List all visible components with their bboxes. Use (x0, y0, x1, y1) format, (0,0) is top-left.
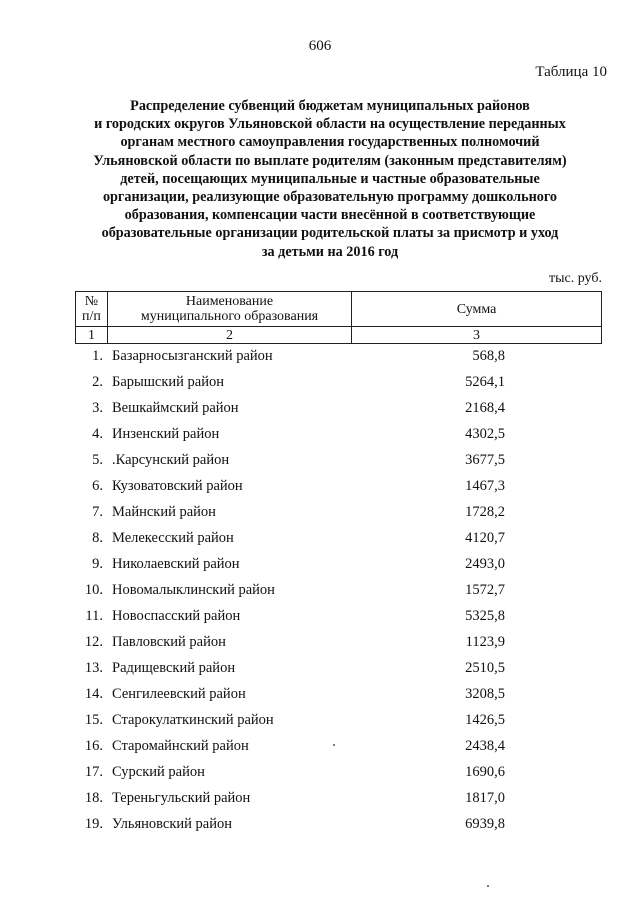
title-line: органам местного самоуправления государственных полномочий (120, 134, 540, 151)
table-row (75, 813, 602, 839)
row-number: 18. (84, 790, 103, 806)
title-line: детей, посещающих муниципальные и частные образовательные (120, 170, 540, 187)
document-title (60, 97, 600, 261)
row-number: 1. (92, 348, 103, 364)
column-index: 1 (76, 327, 108, 344)
table-row (75, 527, 602, 553)
table-row (75, 475, 602, 501)
table-row (75, 501, 602, 527)
row-sum: 1123,9 (465, 634, 505, 650)
unit-label: тыс. руб. (549, 271, 602, 286)
table-row (75, 371, 602, 397)
header-number-cell (76, 292, 108, 327)
header-number-label: п/п (82, 309, 101, 324)
row-name: Старокулаткинский район (112, 712, 274, 728)
row-number: 5. (92, 452, 103, 468)
table-row (75, 397, 602, 423)
row-name: Ульяновский район (112, 816, 233, 832)
table-row (75, 761, 602, 787)
table-row (75, 449, 602, 475)
row-name: Барышский район (112, 374, 224, 390)
title-line: за детьми на 2016 год (261, 243, 399, 260)
row-number: 2. (92, 374, 103, 390)
row-name: Радищевский район (112, 660, 236, 676)
title-line: образовательные организации родительской платы за присмотр и уход (101, 225, 559, 242)
table-row (75, 657, 602, 683)
row-sum: 5264,1 (465, 374, 505, 390)
scan-speck (487, 885, 489, 887)
table-row (75, 735, 602, 761)
row-name: Вешкаймский район (112, 400, 239, 416)
table-header (75, 291, 602, 344)
row-sum: 1690,6 (465, 764, 505, 780)
table-body (75, 345, 602, 839)
row-number: 11. (85, 608, 103, 624)
row-name: Тереньгульский район (112, 790, 251, 806)
page-number: 606 (308, 38, 332, 54)
row-number: 16. (84, 738, 103, 754)
row-sum: 2168,4 (465, 400, 505, 416)
header-row (76, 292, 602, 327)
row-sum: 2493,0 (465, 556, 505, 572)
row-sum: 2510,5 (465, 660, 505, 676)
row-sum: 1817,0 (465, 790, 505, 806)
table-row (75, 553, 602, 579)
title-line: Ульяновской области по выплате родителям (законным представителям) (93, 152, 567, 169)
header-name-cell (107, 292, 351, 327)
column-index-row (76, 327, 602, 344)
row-name: Мелекесский район (112, 530, 234, 546)
header-sum-cell: Сумма (352, 292, 602, 327)
title-line: Распределение субвенций бюджетам муниципальных районов (130, 98, 530, 114)
row-number: 8. (92, 530, 103, 546)
title-line: образования, компенсации части внесённой в соответствующие (124, 207, 536, 224)
row-sum: 4302,5 (465, 426, 505, 442)
row-name: Новомалыклинский район (112, 582, 275, 598)
column-index: 3 (352, 327, 602, 344)
row-name: Майнский район (112, 504, 216, 520)
row-sum: 6939,8 (465, 816, 505, 832)
row-number: 13. (84, 660, 103, 676)
header-name-label: муниципального образования (140, 309, 319, 324)
row-sum: 4120,7 (465, 530, 505, 546)
row-number: 15. (84, 712, 103, 728)
row-sum: 2438,4 (465, 738, 505, 754)
column-index: 2 (107, 327, 351, 344)
title-line: организации, реализующие образовательную программу дошкольного (102, 189, 558, 206)
row-name: Новоспасский район (112, 608, 241, 624)
table-row (75, 709, 602, 735)
row-number: 14. (84, 686, 103, 702)
row-name: Инзенский район (112, 426, 220, 442)
row-number: 7. (92, 504, 103, 520)
row-name: Базарносызганский район (112, 348, 273, 364)
row-number: 10. (84, 582, 103, 598)
row-number: 17. (84, 764, 103, 780)
row-name: Кузоватовский район (112, 478, 243, 494)
table-row (75, 683, 602, 709)
row-sum: 1426,5 (465, 712, 505, 728)
row-sum: 3208,5 (465, 686, 505, 702)
row-sum: 5325,8 (465, 608, 505, 624)
row-number: 6. (92, 478, 103, 494)
row-name: Павловский район (112, 634, 226, 650)
row-number: 4. (92, 426, 103, 442)
table-row (75, 787, 602, 813)
table-row (75, 605, 602, 631)
row-name: Старомайнский район (112, 738, 249, 754)
row-number: 3. (92, 400, 103, 416)
row-sum: 1572,7 (465, 582, 505, 598)
row-name: Сенгилеевский район (112, 686, 246, 702)
table-label: Таблица 10 (535, 64, 607, 80)
table-row (75, 345, 602, 371)
header-number-label: № (84, 294, 99, 309)
header-name-label: Наименование (185, 294, 274, 309)
row-sum: 3677,5 (465, 452, 505, 468)
row-name: Николаевский район (112, 556, 240, 572)
scan-speck (333, 744, 335, 746)
row-name: .Карсунский район (112, 452, 230, 468)
row-sum: 1467,3 (465, 478, 505, 494)
row-number: 19. (84, 816, 103, 832)
row-number: 9. (92, 556, 103, 572)
table-row (75, 423, 602, 449)
row-sum: 1728,2 (465, 504, 505, 520)
row-name: Сурский район (112, 764, 205, 780)
row-number: 12. (84, 634, 103, 650)
title-line: и городских округов Ульяновской области на осуществление переданных (94, 116, 566, 133)
table-row (75, 631, 602, 657)
table-row (75, 579, 602, 605)
row-sum: 568,8 (472, 348, 505, 364)
